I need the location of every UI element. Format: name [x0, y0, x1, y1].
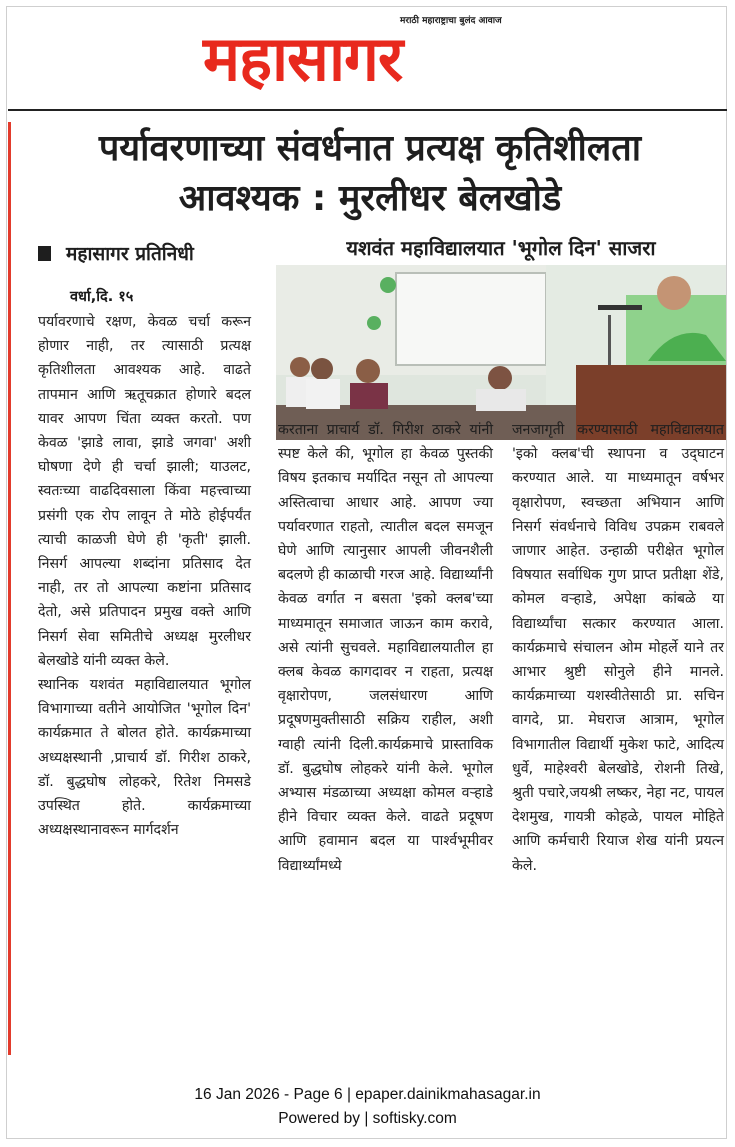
masthead — [0, 0, 735, 110]
article-headline — [20, 124, 720, 224]
paragraph: करताना प्राचार्य डॉ. गिरीश ठाकरे यांनी स्पष्ट केले की, भूगोल हा केवळ पुस्तकी विषय इतकाच मर्यादित नसून तो आपल्या अस्तित्वाचा आधार आहे. आपण ज्या पर्यावरणात राहतो, त्यातील बदल समजून घेणे आणि त्यानुसार आपली जीवनशैली बदलणे ही काळाची गरज आहे. विद्यार्थ्यांनी केवळ वर्गात न बसता 'इको क्लब'च्या माध्यमातून समाजात जाऊन काम करावे, असे त्यांनी सुचवले. महाविद्यालयातील हा क्लब केवळ कागदावर न राहता, प्रत्यक्ष वृक्षारोपण, जलसंधारण आणि प्रदूषणमुक्तीसाठी सक्रिय राहील, अशी ग्वाही त्यांनी दिली.कार्यक्रमाचे प्रास्ताविक डॉ. बुद्धघोष लोहकरे यांनी केले. भूगोल अभ्यास मंडळाच्या अध्यक्षा कोमल वऱ्हाडे हीने विचार व्यक्त केले. वाढते प्रदूषण आणि हवामान बदल या पार्श्वभूमीवर विद्यार्थ्यांमध्ये — [278, 422, 493, 874]
event-photo-illustration — [276, 265, 726, 440]
event-photo — [276, 265, 726, 440]
article-subhead: यशवंत महाविद्यालयात 'भूगोल दिन' साजरा — [346, 236, 656, 260]
article-column-2 — [278, 418, 493, 878]
headline-line-1: पर्यावरणाच्या संवर्धनात प्रत्यक्ष कृतिशीलता — [98, 128, 642, 169]
paragraph: जनजागृती करण्यासाठी महाविद्यालयात 'इको क्लब'ची स्थापना व उद्‌घाटन करण्यात आले. या माध्यमातून वर्षभर वृक्षारोपण, स्वच्छता अभियान आणि निसर्ग संवर्धनाचे विविध उपक्रम राबवले जाणार आहेत. उन्हाळी परीक्षेत भूगोल विषयात सर्वाधिक गुण प्राप्त प्रतीक्षा शेंडे, कोमल वऱ्हाडे, अपेक्षा कांबळे या विद्यार्थ्यांचा सत्कार करण्यात आला. कार्यक्रमाचे संचालन ओम मोहर्ले याने तर आभार श्रुष्टी सोनुले हीने मानले. कार्यक्रमाच्या यशस्वीतेसाठी प्रा. सचिन वागदे, प्रा. मेघराज आत्राम, भूगोल विभागातील विद्यार्थी मुकेश फाटे, आदित्य धुर्वे, माहेश्वरी बेलखोडे, रोशनी तिखे, श्रुती पचारे,जयश्री लष्कर, नेहा नट, पायल देशमुख, गायत्री कोहळे, पायल मोहिते आणि कर्मचारी रियाज शेख यांनी प्रयत्न केले. — [512, 422, 724, 874]
dateline: वर्धा,दि. १५ — [70, 289, 134, 305]
footer-epaper-line: 16 Jan 2026 - Page 6 | epaper.dainikmahasagar.in — [194, 1086, 541, 1103]
article-column-1 — [38, 310, 251, 842]
headline-line-2: आवश्यक : मुरलीधर बेलखोडे — [178, 178, 562, 219]
page-footer — [0, 1083, 735, 1131]
byline — [38, 240, 194, 266]
masthead-tagline: मराठी महाराष्ट्राचा बुलंद आवाज — [400, 16, 502, 26]
article-accent-bar — [8, 122, 11, 1055]
paragraph: पर्यावरणाचे रक्षण, केवळ चर्चा करून होणार नाही, तर त्यासाठी प्रत्यक्ष कृतिशीलता आवश्यक आहे. वाढते तापमान आणि ऋतूचक्रात होणारे बदल यावर आपण चिंता व्यक्त करतो. पण केवळ 'झाडे लावा, झाडे जगवा' अशी घोषणा देणे ही चर्चा झाली; याउलट, स्वतःच्या वाढदिवसाला किंवा महत्त्वाच्या प्रसंगी एक रोप लावून ते मोठे होईपर्यंत त्याची काळजी घेणे ही 'कृती' झाली. निसर्ग आपल्या शब्दांना प्रतिसाद देत नाही, तर तो आपल्या कष्टांना प्रतिसाद देतो, असे प्रतिपादन प्रमुख वक्ते आणि निसर्ग सेवा समितीचे अध्यक्ष मुरलीधर बेलखोडे यांनी व्यक्त केले. — [38, 314, 251, 669]
newspaper-logo: महासागर — [203, 22, 403, 95]
paragraph: स्थानिक यशवंत महाविद्यालयात भूगोल विभागाच्या वतीने आयोजित 'भूगोल दिन' कार्यक्रमात ते बोलत होते. कार्यक्रमाच्या अध्यक्षस्थानी ,प्राचार्य डॉ. गिरीश ठाकरे, डॉ. बुद्धघोष लोहकरे, रितेश निमसडे उपस्थित होते. कार्यक्रमाच्या अध्यक्षस्थानावरून मार्गदर्शन — [38, 677, 251, 839]
byline-text: महासागर प्रतिनिधी — [66, 243, 194, 265]
masthead-rule — [8, 109, 727, 111]
byline-square-icon — [38, 246, 51, 261]
footer-powered-by: Powered by | softisky.com — [278, 1110, 457, 1127]
article-column-3 — [512, 418, 724, 878]
